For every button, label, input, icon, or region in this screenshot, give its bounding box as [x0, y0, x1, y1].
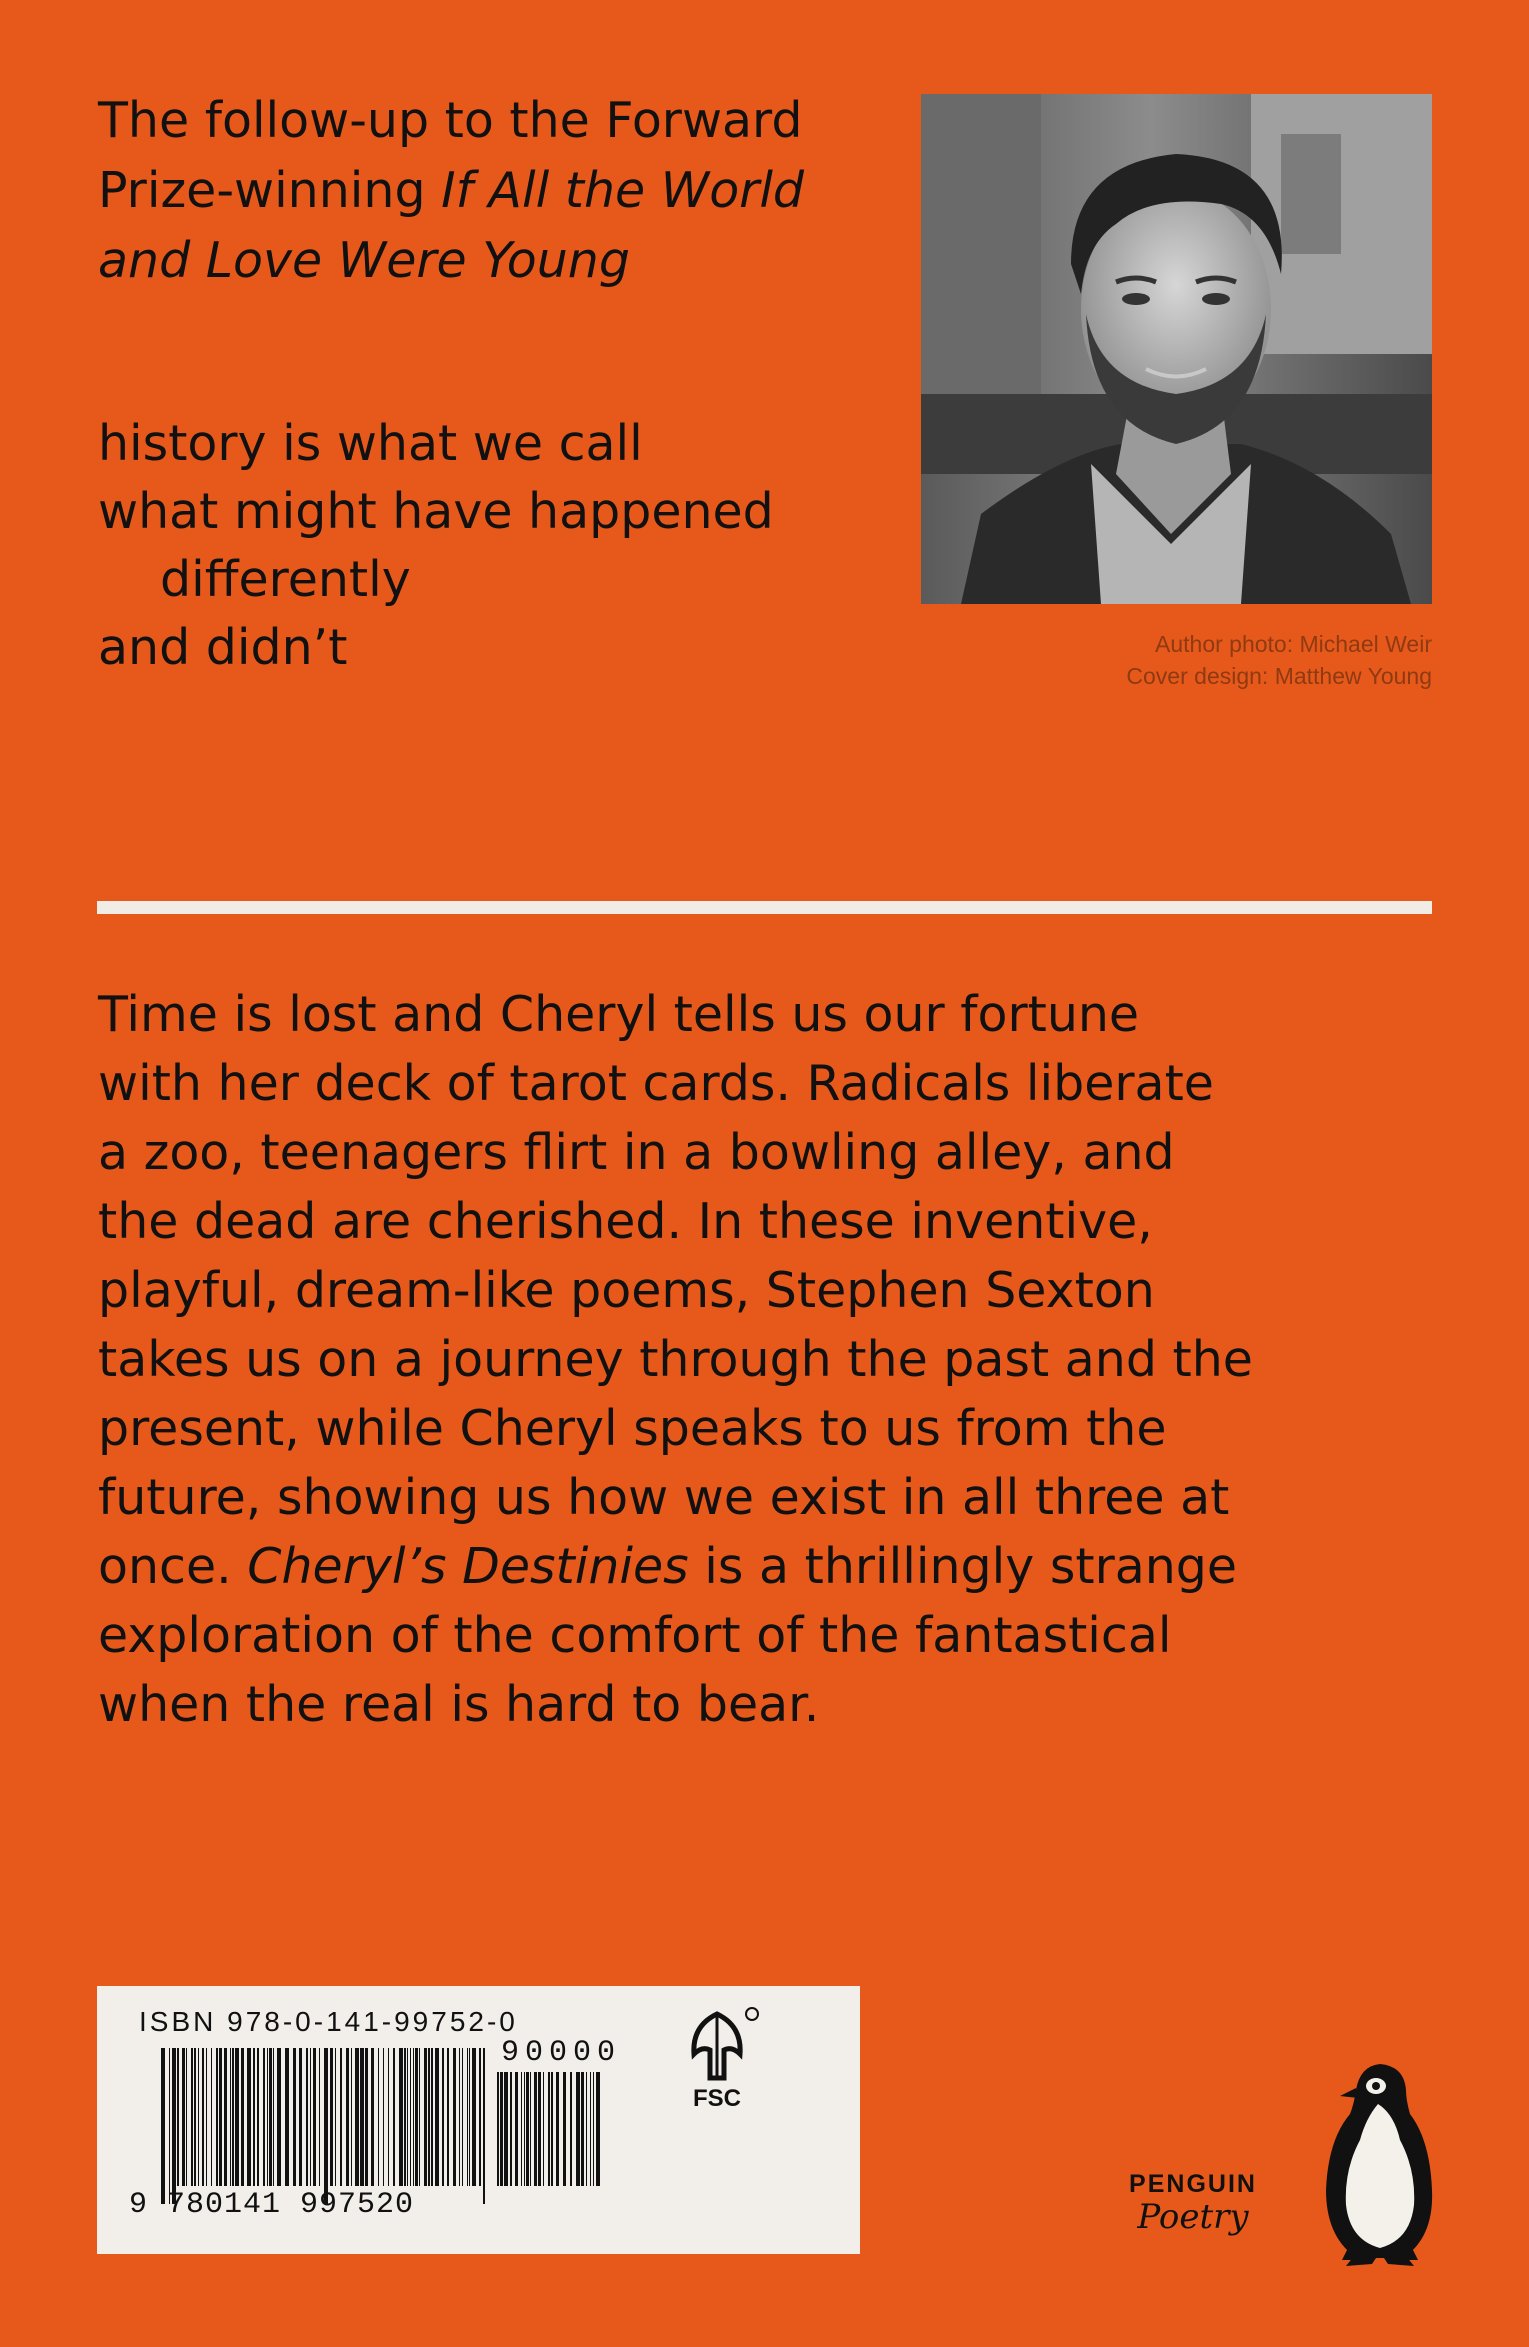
- barcode-bar: [590, 2072, 591, 2186]
- barcode-bar: [324, 2048, 328, 2204]
- barcode-bar: [355, 2048, 359, 2186]
- barcode-bar: [161, 2048, 165, 2204]
- barcode-bar: [378, 2048, 379, 2186]
- barcode-bar: [534, 2072, 537, 2186]
- barcode-bar: [211, 2048, 212, 2186]
- blurb-line: takes us on a journey through the past and the: [98, 1331, 1253, 1388]
- barcode-bar: [551, 2072, 553, 2186]
- barcode-bar: [257, 2048, 259, 2186]
- barcode-bar: [538, 2072, 541, 2186]
- barcode-bar: [521, 2072, 522, 2186]
- barcode-main-bars: [161, 2048, 553, 2204]
- fsc-logo-text: FSC: [693, 2085, 741, 2112]
- barcode-bar: [306, 2048, 308, 2186]
- barcode-bar: [186, 2048, 187, 2186]
- previous-book-title-part-2: and Love Were Young: [98, 232, 630, 289]
- poem-excerpt: [98, 410, 858, 682]
- barcode-bar: [435, 2048, 439, 2186]
- barcode-bar: [410, 2048, 411, 2186]
- blurb-line: exploration of the comfort of the fantastical: [98, 1607, 1172, 1664]
- blurb-line-suffix: is a thrillingly strange: [688, 1538, 1238, 1595]
- barcode-bar: [263, 2048, 265, 2186]
- barcode-bar: [479, 2048, 481, 2186]
- barcode-bar: [526, 2072, 529, 2186]
- barcode-box: [97, 1986, 860, 2254]
- tagline: [98, 86, 858, 296]
- barcode-bar: [313, 2048, 316, 2186]
- barcode-bar: [576, 2072, 580, 2186]
- barcode-bar: [365, 2048, 368, 2186]
- barcode-bar: [447, 2048, 449, 2186]
- barcode-bar: [500, 2072, 503, 2186]
- barcode-addon-bars: [497, 2072, 657, 2204]
- barcode-bar: [570, 2072, 572, 2186]
- publisher-name: PENGUIN: [1129, 2170, 1257, 2198]
- barcode-bar: [206, 2048, 207, 2186]
- barcode-bar: [371, 2048, 374, 2186]
- credits: [1000, 628, 1432, 692]
- barcode-bar: [428, 2048, 430, 2186]
- barcode-bar: [293, 2048, 296, 2186]
- barcode-bar: [202, 2048, 204, 2186]
- blurb-line: a zoo, teenagers flirt in a bowling alley, and: [98, 1124, 1175, 1181]
- blurb-line: Time is lost and Cheryl tells us our fortune: [98, 986, 1140, 1043]
- barcode-bar: [241, 2048, 244, 2186]
- barcode-bar: [346, 2048, 349, 2186]
- barcode-bar: [556, 2072, 559, 2186]
- barcode-bar: [415, 2048, 418, 2186]
- tagline-prefix: Prize-winning: [98, 162, 442, 219]
- blurb-line: present, while Cheryl speaks to us from the: [98, 1400, 1167, 1457]
- barcode-bar: [194, 2048, 196, 2186]
- tagline-line-1: The follow-up to the Forward: [98, 92, 803, 149]
- barcode-bar: [483, 2048, 485, 2204]
- barcode-bar: [393, 2048, 395, 2186]
- tagline-line-2: [98, 156, 858, 226]
- poem-line: what might have happened: [98, 483, 774, 540]
- barcode-bar: [216, 2048, 218, 2186]
- barcode-bar: [530, 2072, 531, 2186]
- barcode-bar: [319, 2048, 320, 2186]
- previous-book-title-part-1: If All the World: [441, 162, 805, 219]
- barcode-bar: [515, 2072, 518, 2186]
- blurb-line: the dead are cherished. In these inventive,: [98, 1193, 1153, 1250]
- isbn-label: ISBN 978-0-141-99752-0: [139, 2006, 518, 2037]
- barcode-bar: [224, 2048, 227, 2186]
- barcode-bar: [548, 2072, 550, 2186]
- barcode-bar: [504, 2072, 508, 2186]
- barcode-bar: [462, 2048, 463, 2186]
- poem-line-indented: differently: [160, 551, 411, 608]
- barcode-bar: [310, 2048, 311, 2186]
- barcode-bar: [419, 2048, 420, 2186]
- barcode-bar: [404, 2048, 406, 2186]
- barcode-bar: [413, 2048, 414, 2186]
- barcode-bar: [459, 2048, 460, 2186]
- barcode-bar: [219, 2048, 222, 2186]
- barcode-bar: [497, 2072, 499, 2186]
- barcode-bar: [472, 2048, 476, 2186]
- barcode-bar: [232, 2048, 234, 2186]
- barcode-bar: [299, 2048, 302, 2186]
- barcode-bar: [277, 2048, 281, 2186]
- blurb: [98, 980, 1258, 1739]
- barcode-bar: [247, 2048, 251, 2186]
- barcode-bar: [469, 2048, 470, 2186]
- blurb-line: future, showing us how we exist in all three at: [98, 1469, 1230, 1526]
- barcode-bar: [253, 2048, 255, 2186]
- barcode-bar: [467, 2048, 468, 2186]
- blurb-line-prefix: once.: [98, 1538, 248, 1595]
- barcode-bar: [586, 2072, 587, 2186]
- barcode-digits: 9 780141 997520: [129, 2188, 415, 2222]
- poem-line: and didn’t: [98, 619, 348, 676]
- publisher-mark: [1118, 2170, 1268, 2237]
- barcode-bar: [269, 2048, 272, 2186]
- barcode-bar: [330, 2048, 333, 2186]
- barcode-bar: [383, 2048, 384, 2186]
- fsc-logo: [672, 2006, 762, 2116]
- barcode-bar: [593, 2072, 594, 2186]
- barcode-bar: [524, 2072, 525, 2186]
- barcode-bar: [510, 2072, 512, 2186]
- barcode-bar: [360, 2048, 364, 2186]
- blurb-line: when the real is hard to bear.: [98, 1676, 820, 1733]
- penguin-logo-icon: [1320, 2060, 1440, 2270]
- blurb-line: playful, dream-like poems, Stephen Sexton: [98, 1262, 1155, 1319]
- barcode-bar: [340, 2048, 342, 2186]
- author-portrait-image: [921, 94, 1432, 604]
- design-credit: Cover design: Matthew Young: [1126, 663, 1432, 689]
- barcode-bar: [198, 2048, 199, 2186]
- barcode-bar: [273, 2048, 274, 2186]
- barcode-bar: [431, 2048, 433, 2186]
- barcode-bar: [182, 2048, 185, 2186]
- poem-line: history is what we call: [98, 415, 643, 472]
- divider-bar: [97, 901, 1432, 914]
- barcode-bar: [177, 2048, 179, 2186]
- barcode-bar: [169, 2048, 170, 2204]
- barcode-bar: [191, 2048, 193, 2186]
- addon-code: 90000: [501, 2036, 622, 2070]
- barcode-bar: [335, 2048, 336, 2186]
- photo-credit: Author photo: Michael Weir: [1155, 631, 1432, 657]
- barcode-bar: [235, 2048, 239, 2186]
- barcode-bar: [453, 2048, 456, 2186]
- barcode-bar: [407, 2048, 408, 2186]
- barcode-bar: [563, 2072, 566, 2186]
- barcode-bar: [424, 2048, 427, 2186]
- blurb-line: [98, 1532, 1258, 1601]
- barcode-bar: [596, 2072, 600, 2186]
- barcode-bar: [351, 2048, 352, 2186]
- barcode-bar: [399, 2048, 403, 2186]
- barcode-bar: [172, 2048, 176, 2204]
- blurb-line: with her deck of tarot cards. Radicals liberate: [98, 1055, 1214, 1112]
- barcode-bar: [581, 2072, 584, 2186]
- barcode-bar: [388, 2048, 389, 2186]
- publisher-imprint: Poetry: [1137, 2197, 1249, 2237]
- barcode-bar: [267, 2048, 268, 2186]
- barcode-bar: [442, 2048, 444, 2186]
- barcode-bar: [543, 2072, 544, 2186]
- barcode-bar: [285, 2048, 289, 2186]
- author-photo: [921, 94, 1432, 604]
- book-title: Cheryl’s Destinies: [247, 1538, 689, 1595]
- barcode-bar: [230, 2048, 231, 2186]
